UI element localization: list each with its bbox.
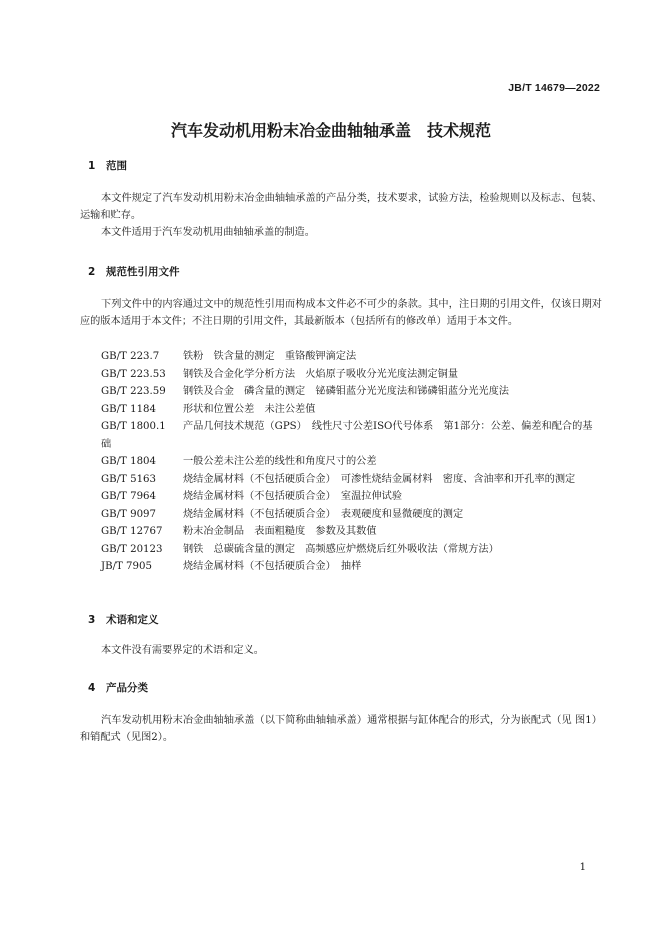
- reference-code: GB/T 7964: [101, 491, 157, 502]
- reference-code: GB/T 9097: [101, 508, 157, 520]
- reference-item: [80, 453, 602, 471]
- paragraph: 本文件规定了汽车发动机用粉末冶金曲轴轴承盖的产品分类，技术要求，试验方法，检验规则以及标志、包装、运输和贮存。: [80, 193, 602, 221]
- reference-code: GB/T 223.59: [101, 386, 166, 397]
- paragraph: 本文件适用于汽车发动机用曲轴轴承盖的制造。: [101, 227, 315, 238]
- reference-title: 粉末冶金制品 表面粗糙度 参数及其数值: [183, 526, 377, 537]
- section-heading-3: [88, 612, 159, 627]
- section-number: 1: [88, 160, 96, 172]
- reference-item: [80, 541, 602, 559]
- reference-list: [80, 348, 602, 576]
- terms-body: [80, 642, 602, 659]
- reference-title: 一般公差未注公差的线性和角度尺寸的公差: [183, 456, 377, 467]
- classification-body: [80, 712, 602, 746]
- section-title: 范围: [106, 160, 127, 172]
- normative-intro: [80, 296, 602, 330]
- page-number: 1: [579, 862, 586, 873]
- document-number: JB/T 14679—2022: [508, 82, 600, 94]
- section-title: 产品分类: [106, 682, 148, 694]
- reference-code: GB/T 223.53: [101, 368, 166, 380]
- section-title: 术语和定义: [106, 614, 159, 626]
- reference-title: 钢铁及合金 磷含量的测定 铋磷钼蓝分光光度法和锑磷钼蓝分光光度法: [183, 386, 509, 397]
- reference-code: GB/T 1804: [101, 456, 157, 467]
- section-number: 3: [88, 614, 96, 626]
- reference-item: [80, 348, 602, 366]
- reference-item: [80, 506, 602, 524]
- section-heading-2: [88, 264, 180, 279]
- paragraph: 汽车发动机用粉末冶金曲轴轴承盖（以下简称曲轴轴承盖）通常根据与缸体配合的形式，分为嵌配式（见 图1）和销配式（见图2）。: [80, 715, 602, 743]
- reference-item: [80, 401, 602, 419]
- reference-item: [80, 383, 602, 401]
- reference-code: GB/T 1184: [101, 403, 157, 415]
- title-main: 汽车发动机用粉末冶金曲轴轴承盖: [170, 121, 411, 140]
- reference-title: 产品几何技术规范（GPS） 线性尺寸公差ISO代号体系 第1部分：公差、偏差和配合的基础: [101, 421, 593, 450]
- section-number: 4: [88, 682, 96, 694]
- title-sub: 技术规范: [427, 121, 492, 140]
- reference-item: [80, 471, 602, 489]
- reference-title: 形状和位置公差 未注公差值: [183, 403, 316, 415]
- reference-code: GB/T 223.7: [101, 351, 160, 362]
- section-title: 规范性引用文件: [106, 266, 180, 278]
- reference-title: 钢铁 总碳硫含量的测定 高频感应炉燃烧后红外吸收法（常规方法）: [183, 543, 499, 555]
- reference-code: GB/T 5163: [101, 473, 157, 485]
- section-number: 2: [88, 266, 96, 278]
- reference-title: 烧结金属材料（不包括硬质合金） 室温拉伸试验: [183, 491, 403, 502]
- reference-title: 烧结金属材料（不包括硬质合金） 可渗性烧结金属材料 密度、含油率和开孔率的测定: [183, 473, 576, 485]
- reference-item: [80, 366, 602, 384]
- reference-title: 烧结金属材料（不包括硬质合金） 抽样: [183, 561, 362, 572]
- reference-title: 烧结金属材料（不包括硬质合金） 表观硬度和显微硬度的测定: [183, 508, 464, 520]
- reference-item: [80, 558, 602, 576]
- paragraph: 本文件没有需要界定的术语和定义。: [101, 645, 264, 656]
- section-heading-4: [88, 680, 148, 695]
- scope-body: [80, 190, 602, 241]
- reference-code: GB/T 12767: [101, 526, 163, 537]
- reference-item: [80, 488, 602, 506]
- reference-title: 铁粉 铁含量的测定 重铬酸钾滴定法: [183, 351, 357, 362]
- reference-code: GB/T 20123: [101, 543, 163, 555]
- reference-code: JB/T 7905: [101, 561, 152, 572]
- section-heading-1: [88, 158, 127, 173]
- document-title: [0, 118, 662, 141]
- reference-item: [80, 523, 602, 541]
- reference-code: GB/T 1800.1: [101, 421, 166, 432]
- reference-item: [80, 418, 602, 453]
- paragraph: 下列文件中的内容通过文中的规范性引用而构成本文件必不可少的条款。其中，注日期的引用文件，仅该日期对应的版本适用于本文件；不注日期的引用文件，其最新版本（包括所有的修改单）适用于本文件。: [80, 299, 602, 327]
- reference-title: 钢铁及合金化学分析方法 火焰原子吸收分光光度法测定铜量: [183, 368, 459, 380]
